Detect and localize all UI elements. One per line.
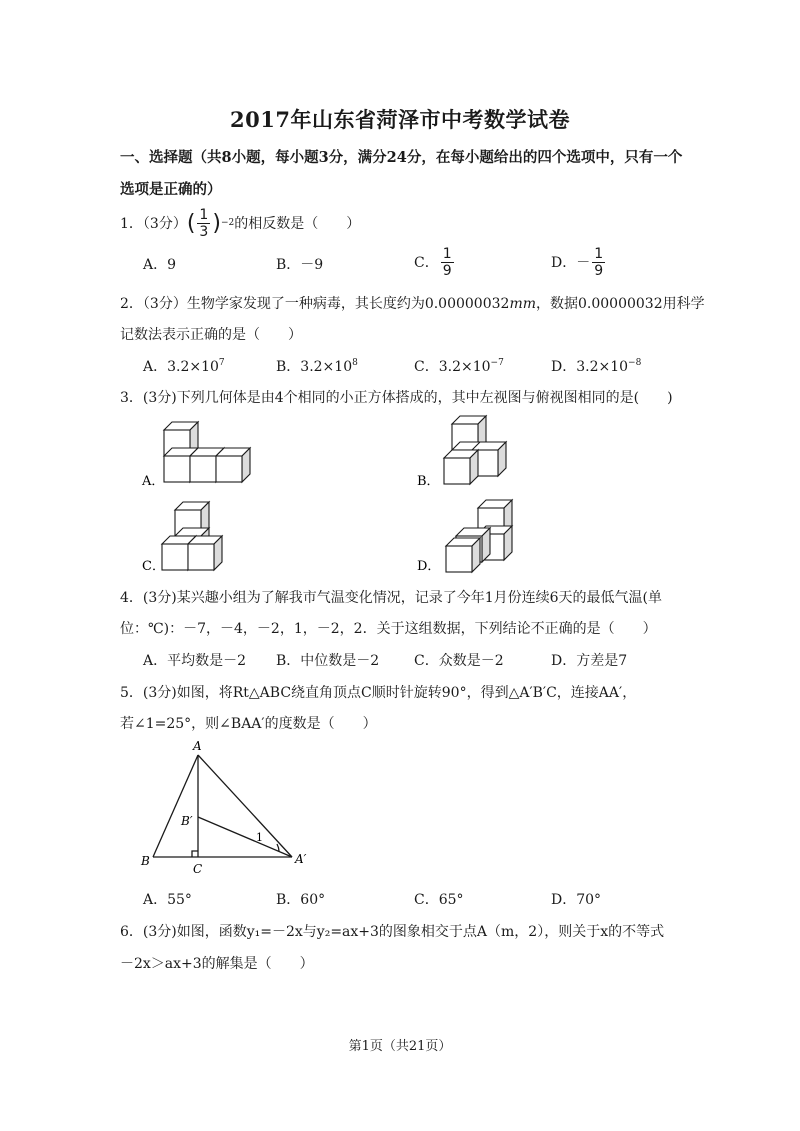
page-title: 2017年山东省菏泽市中考数学试卷: [230, 107, 570, 132]
q2-option-a[interactable]: A．$3.2\times 10^7$: [143, 358, 225, 375]
q3-option-d-label[interactable]: D．: [417, 559, 441, 574]
question-1-fraction: $\frac{1}{3}$: [199, 206, 209, 240]
label-a-prime: A′: [295, 852, 307, 866]
q4-option-b[interactable]: B．中位数是－2: [276, 653, 380, 669]
q5-option-b[interactable]: B．60°: [276, 892, 326, 908]
question-2-line1: 2．（3分）生物学家发现了一种病毒，其长度约为0.00000032mm，数据0.00000032用科学: [120, 296, 705, 312]
q3-option-a-label[interactable]: A．: [142, 474, 165, 489]
question-1-suffix: 的相反数是（ ）: [234, 216, 361, 232]
q1-option-b[interactable]: B．－9: [276, 257, 324, 273]
q2-option-b[interactable]: B．$3.2\times 10^8$: [276, 358, 358, 375]
label-b: B: [141, 854, 150, 868]
q3-option-c-label[interactable]: C．: [142, 559, 165, 574]
label-c: C: [193, 862, 203, 876]
question-4-line2: 位：℃)：－7，－4，－2，1，－2，2．关于这组数据，下列结论不正确的是（ ）: [120, 621, 657, 637]
q5-option-d[interactable]: D．70°: [551, 892, 602, 908]
q3-option-c-figure: [162, 502, 222, 570]
question-5-line2: 若∠1=25°，则∠BAA′的度数是（ ）: [120, 716, 377, 732]
q1-option-d[interactable]: D．－ $\frac{1}{9}$: [551, 245, 604, 279]
q1-option-a[interactable]: A．9: [143, 257, 177, 273]
q5-option-a[interactable]: A．55°: [143, 892, 192, 908]
q4-option-a[interactable]: A．平均数是－2: [143, 653, 247, 669]
q2-option-d[interactable]: D．$3.2\times 10^{-8}$: [551, 358, 642, 375]
question-4-line1: 4．(3分)某兴趣小组为了解我市气温变化情况，记录了今年1月份连续6天的最低气温(单: [120, 590, 663, 606]
page-footer: 第1页（共21页）: [348, 1039, 452, 1054]
q4-option-c[interactable]: C．众数是－2: [414, 653, 504, 669]
question-2-line2: 记数法表示正确的是（ ）: [120, 327, 302, 343]
q5-triangle-figure: [130, 735, 330, 880]
question-1-prefix: 1．（3分）: [120, 216, 187, 232]
label-angle-1: 1: [256, 831, 263, 844]
q3-option-b-label[interactable]: B．: [417, 474, 440, 489]
section-heading-line2: 选项是正确的）: [120, 181, 222, 198]
q5-option-c[interactable]: C．65°: [414, 892, 464, 908]
section-heading-line1: 一、选择题（共8小题，每小题3分，满分24分，在每小题给出的四个选项中，只有一个: [120, 149, 683, 166]
q3-option-d-figure: [446, 500, 512, 572]
q3-option-b-figure: [444, 416, 506, 484]
q1-option-c[interactable]: C． $\frac{1}{9}$: [414, 245, 452, 279]
q3-figures: [120, 410, 680, 580]
question-3: 3．(3分)下列几何体是由4个相同的小正方体搭成的，其中左视图与俯视图相同的是( ): [120, 390, 673, 406]
question-6-line1: 6．(3分)如图，函数y₁=－2x与y₂=ax+3的图象相交于点A（m，2），则关于x的不等式: [120, 924, 665, 940]
label-b-prime: B′: [181, 814, 193, 828]
q4-option-d[interactable]: D．方差是7: [551, 653, 628, 669]
q3-option-a-figure: [164, 422, 250, 482]
label-a: A: [193, 739, 202, 753]
question-6-line2: －2x＞ax+3的解集是（ ）: [120, 956, 314, 972]
question-5-line1: 5．(3分)如图，将Rt△ABC绕直角顶点C顺时针旋转90°，得到△A′B′C，连接AA′，: [120, 685, 637, 701]
q2-option-c[interactable]: C．$3.2\times 10^{-7}$: [414, 358, 504, 375]
question-1: 1．（3分） ( $\frac{1}{3}$ ) −2 的相反数是（ ）: [120, 206, 361, 240]
